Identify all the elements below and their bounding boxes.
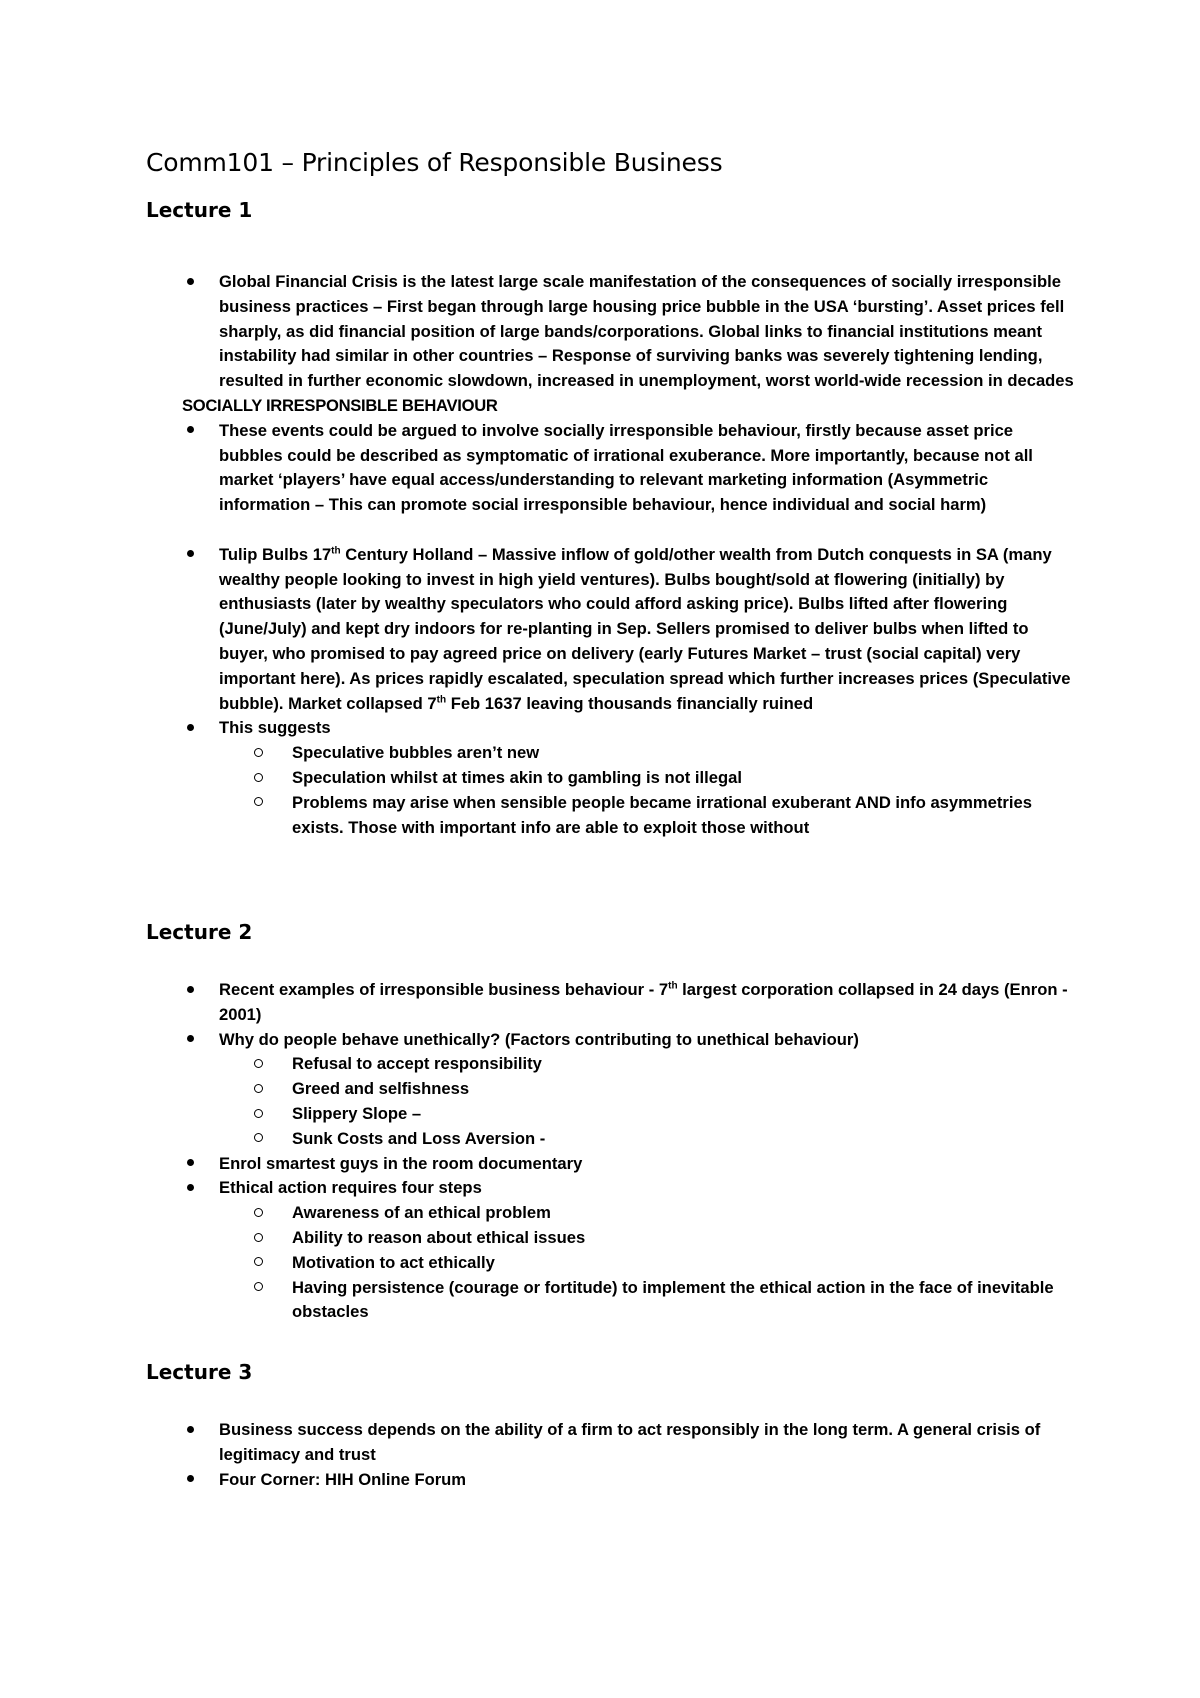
lecture-1-section: [146, 270, 1076, 840]
bullet-icon: [184, 716, 196, 741]
circle-bullet-icon: [252, 1127, 264, 1152]
circle-bullet-icon: [252, 766, 264, 791]
lecture-3-section: [146, 1418, 1076, 1492]
bullet-icon: [184, 419, 196, 444]
circle-bullet-icon: [252, 1102, 264, 1127]
list-item-text: Ethical action requires four steps: [219, 1178, 482, 1198]
bullet-icon: [184, 1468, 196, 1493]
sub-list-item: Having persistence (courage or fortitude) to implement the ethical action in the face of inevitable obstacles: [146, 1276, 1076, 1326]
circle-bullet-icon: [252, 1052, 264, 1077]
circle-bullet-icon: [252, 1226, 264, 1251]
bullet-icon: [184, 1152, 196, 1177]
list-item-text: This suggests: [219, 718, 331, 738]
list-item: [146, 716, 1076, 741]
list-item-text: These events could be argued to involve socially irresponsible behaviour, firstly because asset price bubbles could be described as symptomatic of irrational exuberance. More importantly, because not all market ‘players’ have equal access/understanding to relevant marketing information (Asymmetric information – This can promote social irresponsible behaviour, hence individual and social harm): [219, 420, 1033, 515]
sub-list-item: Awareness of an ethical problem: [146, 1201, 1076, 1226]
list-item: [146, 419, 1076, 518]
sub-list-item: Sunk Costs and Loss Aversion -: [146, 1127, 1076, 1152]
bullet-icon: [184, 978, 196, 1003]
circle-bullet-icon: [252, 1077, 264, 1102]
sub-list-item: Speculation whilst at times akin to gambling is not illegal: [146, 766, 1076, 791]
list-item: [146, 1418, 1076, 1468]
lecture-3-heading: Lecture 3: [146, 1360, 253, 1384]
list-item: [146, 543, 1076, 717]
circle-bullet-icon: [252, 1201, 264, 1226]
list-item: [146, 270, 1076, 394]
bullet-icon: [184, 1176, 196, 1201]
bullet-icon: [184, 1418, 196, 1443]
sub-list-item: Refusal to accept responsibility: [146, 1052, 1076, 1077]
circle-bullet-icon: [252, 1276, 264, 1301]
bullet-icon: [184, 270, 196, 295]
sub-list-item: Speculative bubbles aren’t new: [146, 741, 1076, 766]
sub-list-item: Greed and selfishness: [146, 1077, 1076, 1102]
list-item: [146, 1176, 1076, 1201]
bullet-icon: [184, 543, 196, 568]
lecture-1-heading: Lecture 1: [146, 198, 253, 222]
list-item: [146, 1152, 1076, 1177]
list-item: [146, 1028, 1076, 1053]
bullet-icon: [184, 1028, 196, 1053]
list-item-text: Four Corner: HIH Online Forum: [219, 1469, 467, 1489]
circle-bullet-icon: [252, 741, 264, 766]
list-item: [146, 978, 1076, 1028]
circle-bullet-icon: [252, 791, 264, 816]
list-item-text: Why do people behave unethically? (Factors contributing to unethical behaviour): [219, 1029, 859, 1049]
sub-list-item: Slippery Slope –: [146, 1102, 1076, 1127]
list-item-text: Enrol smartest guys in the room documentary: [219, 1153, 583, 1173]
document-title: Comm101 – Principles of Responsible Business: [146, 148, 723, 177]
sub-list-item: Motivation to act ethically: [146, 1251, 1076, 1276]
circle-bullet-icon: [252, 1251, 264, 1276]
sub-list-item: Problems may arise when sensible people became irrational exuberant AND info asymmetries exists. Those with important info are able to exploit those without: [146, 791, 1076, 841]
lecture-2-section: [146, 978, 1076, 1325]
sub-list-item: Ability to reason about ethical issues: [146, 1226, 1076, 1251]
lecture-2-heading: Lecture 2: [146, 920, 253, 944]
list-item-text: Business success depends on the ability of a firm to act responsibly in the long term. A general crisis of legitimacy and trust: [219, 1420, 1041, 1464]
list-item-text: Tulip Bulbs 17th Century Holland – Massive inflow of gold/other wealth from Dutch conquests in SA (many wealthy people looking to invest in high yield ventures). Bulbs bought/sold at flowering (initially) by enthusiasts (later by wealthy speculators who could afford asking price). Bulbs lifted after flowering (June/July) and kept dry indoors for re-planting in Sep. Sellers promised to deliver bulbs when lifted to buyer, who promised to pay agreed price on delivery (early Futures Market – trust (social capital) very important here). As prices rapidly escalated, speculation spread which further increases prices (Speculative bubble). Market collapsed 7th Feb 1637 leaving thousands financially ruined: [219, 544, 1071, 713]
list-item-text: Global Financial Crisis is the latest large scale manifestation of the consequences of socially irresponsible business practices – First began through large housing price bubble in the USA ‘bursting’. Asset prices fell sharply, as did financial position of large bands/corporations. Global links to financial institutions meant instability had similar in other countries – Response of surviving banks was severely tightening lending, resulted in further economic slowdown, increased in unemployment, worst world-wide recession in decades: [219, 272, 1074, 391]
section-subheading: SOCIALLY IRRESPONSIBLE BEHAVIOUR: [182, 395, 498, 415]
list-item-text: Recent examples of irresponsible business behaviour - 7th largest corporation collapsed in 24 days (Enron - 2001): [219, 980, 1068, 1024]
list-item: [146, 1468, 1076, 1493]
